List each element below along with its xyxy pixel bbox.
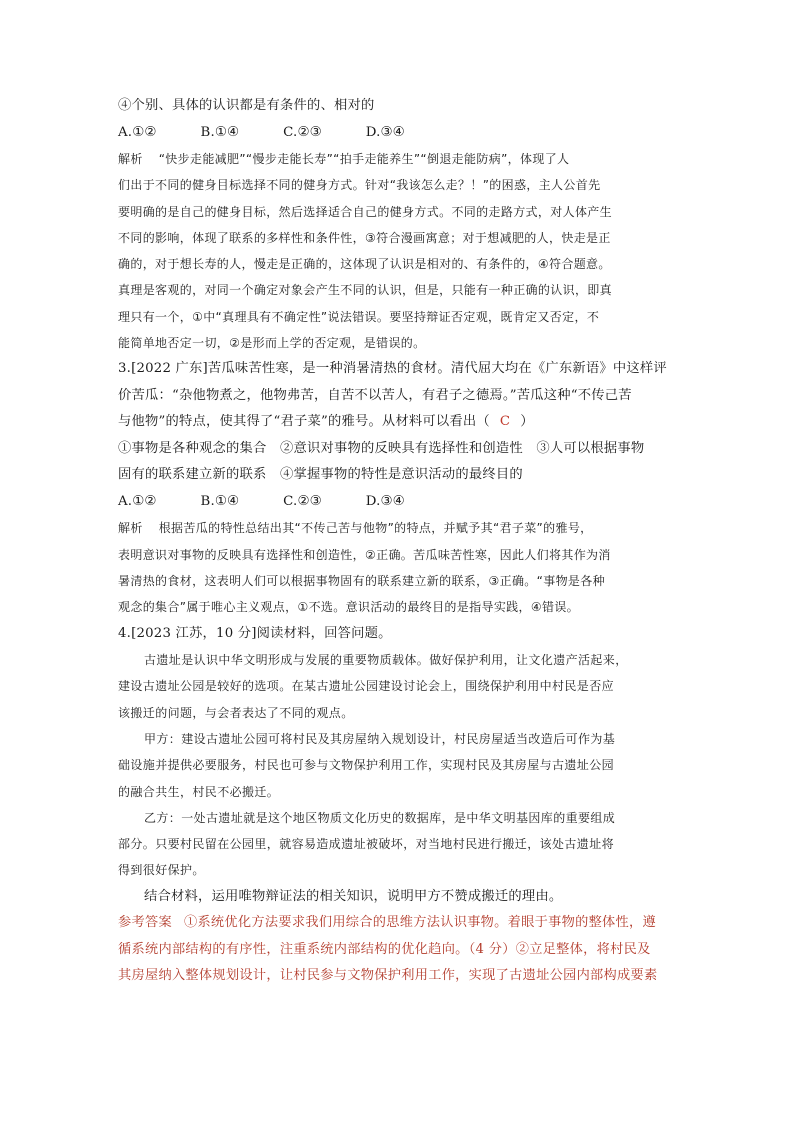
- q3-close-paren: ）: [520, 414, 534, 430]
- q4-reference-line: [118, 910, 678, 937]
- q4-material-line: 建设古遗址公园是较好的选项。在某古遗址公园建设讨论会上，围绕保护利用中村民是否应: [118, 679, 615, 694]
- q4-reference-text: ①系统优化方法要求我们用综合的思维方法认识事物。着眼于事物的整体性，遵: [183, 915, 657, 931]
- q2-options: [118, 120, 678, 147]
- q3-analysis-line: 观念的集合”属于唯心主义观点，①不选。意识活动的最终目的是指导实践，④错误。: [118, 600, 580, 615]
- q4-material-line: 古遗址是认识中华文明形成与发展的重要物质载体。做好保护利用，让文化遗产活起来，: [144, 653, 628, 668]
- q2-analysis-line: 不同的影响，体现了联系的多样性和条件性，③符合漫画寓意；对于想减肥的人，快走是正: [118, 230, 611, 245]
- q2-analysis-line: 真理是客观的，对同一个确定对象会产生不同的认识，但是，只能有一种正确的认识，即真: [118, 283, 613, 298]
- q3-items-line: ①事物是各种观念的集合 ②意识对事物的反映具有选择性和创造性 ③人可以根据事物: [118, 440, 645, 456]
- q4-material: [118, 647, 678, 884]
- q4-reference-label: 参考答案: [118, 915, 172, 931]
- q4-material-line: 得到很好保护。: [118, 863, 205, 878]
- q3-analysis-label: 解析: [118, 521, 143, 536]
- q2-analysis-line: 能简单地否定一切，②是形而上学的否定观，是错误的。: [118, 336, 426, 351]
- q3-analysis-line: 暑清热的食材，这表明人们可以根据事物固有的联系建立新的联系，③正确。“事物是各种: [118, 573, 605, 588]
- q2-analysis-line: 们出于不同的健身目标选择不同的健身方式。针对“我该怎么走？！”的困惑，主人公首先: [118, 178, 601, 193]
- q3-analysis-text: 根据苦瓜的特性总结出其“不传己苦与他物”的特点，并赋予其“君子菜”的雅号，: [158, 521, 593, 536]
- q3-items-line: 固有的联系建立新的联系 ④掌握事物的特性是意识活动的最终目的: [118, 467, 523, 483]
- q4-reference-line: 循系统内部结构的有序性，注重系统内部结构的优化趋向。（4 分）②立足整体，将村民及: [118, 941, 651, 957]
- q2-analysis-line: 要明确的是自己的健身目标，然后选择适合自己的健身方式。不同的走路方式，对人体产生: [118, 204, 613, 219]
- q4-question: 结合材料，运用唯物辩证法的相关知识，说明甲方不赞成搬迁的理由。: [144, 888, 563, 904]
- q4-stem: 4.[2023 江苏，10 分]阅读材料，回答问题。: [118, 625, 392, 641]
- q2-analysis-line: 理只有一个，①中“真理具有不确定性”说法错误。要坚持辩证否定观，既肯定又否定，不: [118, 309, 600, 324]
- q3-analysis-line: [118, 515, 678, 541]
- q4-material-line: 的融合共生，村民不必搬迁。: [118, 784, 280, 799]
- q3-option-b: B.①④: [200, 493, 240, 509]
- q2-option-a: A.①②: [118, 124, 157, 140]
- q4-material-line: 乙方：一处古遗址就是这个地区物质文化历史的数据库，是中华文明基因库的重要组成: [144, 810, 616, 825]
- q2-analysis-line: 确的，对于想长寿的人，慢走是正确的，这体现了认识是相对的、有条件的，④符合题意。: [118, 257, 611, 272]
- q3-stem-line: [118, 409, 678, 436]
- q4-material-line: 甲方：建设古遗址公园可将村民及其房屋纳入规划设计，村民房屋适当改造后可作为基: [144, 731, 616, 746]
- q2-option-c: C.②③: [283, 124, 322, 140]
- q2-item-4: ④个别、具体的认识都是有条件的、相对的: [118, 98, 375, 113]
- q2-option-b: B.①④: [200, 124, 240, 140]
- q3-stem-text: 与他物”的特点，使其得了“君子菜”的雅号。从材料可以看出（: [118, 414, 490, 430]
- q2-analysis-line: [118, 146, 678, 172]
- q3-option-c: C.②③: [283, 493, 322, 509]
- document-page: [118, 93, 678, 990]
- q2-analysis-label: 解析: [118, 152, 143, 166]
- q3-options: [118, 489, 678, 516]
- q4-material-line: 础设施并提供必要服务，村民也可参与文物保护利用工作，实现村民及其房屋与古遗址公园: [118, 758, 615, 773]
- q3-stem-line: 价苦瓜：“杂他物煮之，他物弗苦，自苦不以苦人，有君子之德焉。”苦瓜这种“不传己苦: [118, 387, 632, 403]
- q2-analysis-text: “快步走能减肥”“慢步走能长寿”“拍手走能养生”“倒退走能防病”，体现了人: [158, 152, 570, 166]
- q3-option-a: A.①②: [118, 493, 157, 509]
- q3-answer: C: [499, 414, 511, 430]
- q3-stem-line: 3.[2022 广东]苦瓜味苦性寒，是一种消暑清热的食材。清代屈大均在《广东新语》中这样评: [118, 361, 667, 377]
- q3-option-d: D.③④: [365, 493, 405, 509]
- q3-analysis-line: 表明意识对事物的反映具有选择性和创造性，②正确。苦瓜味苦性寒，因此人们将其作为消: [118, 547, 611, 562]
- q4-material-line: 部分。只要村民留在公园里，就容易造成遗址被破坏，对当地村民进行搬迁，该处古遗址将: [118, 837, 615, 852]
- q2-option-d: D.③④: [365, 124, 405, 140]
- q4-reference-line: 其房屋纳入整体规划设计，让村民参与文物保护利用工作，实现了古遗址公园内部构成要素: [118, 968, 658, 984]
- q4-material-line: 该搬迁的问题，与会者表达了不同的观点。: [118, 705, 354, 720]
